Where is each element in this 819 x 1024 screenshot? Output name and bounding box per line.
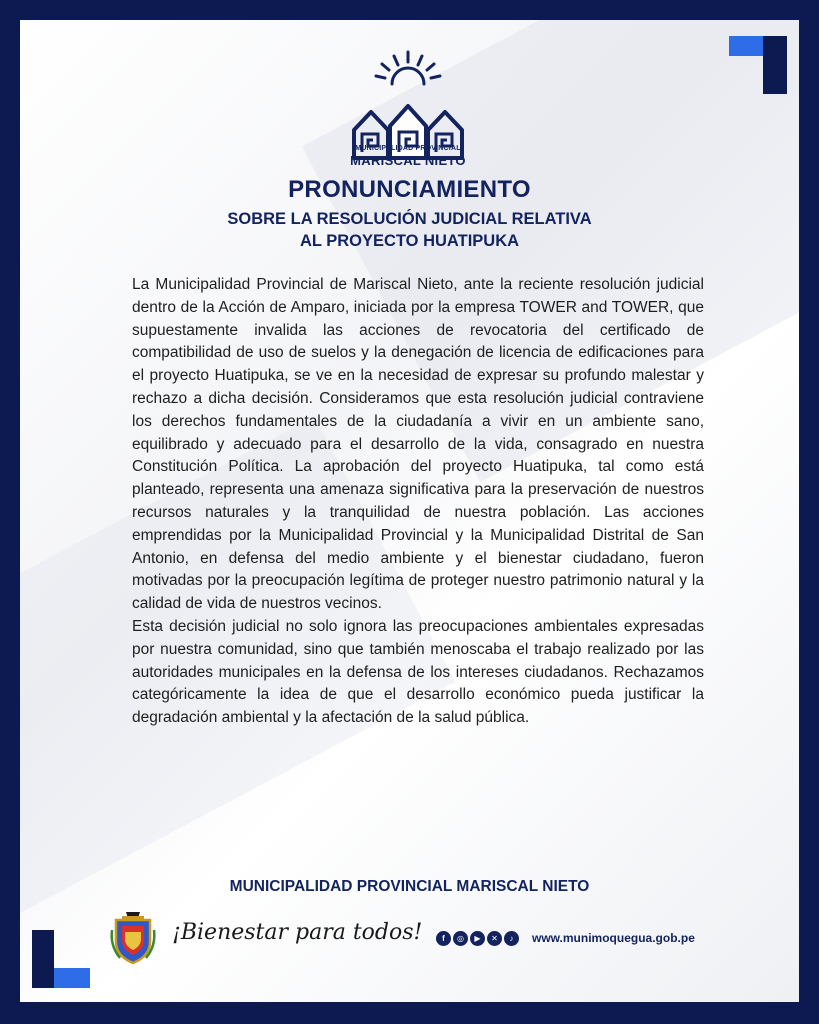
corner-accent-bottom-left-dark <box>32 930 54 988</box>
paragraph: La Municipalidad Provincial de Mariscal Nieto, ante la reciente resolución judicial dentro de la Acción de Amparo, iniciada por la empresa TOWER and TOWER, que supuestamente invalida las acciones de revocatoria del certificado de compatibilidad de uso de suelos y la denegación de licencia de edificaciones para el proyecto Huatipuka, se ve en la necesidad de expresar su profundo malestar y rechazo a dicha decisión. Consideramos que esta resolución judicial contraviene los derechos fundamentales de la ciudadanía a vivir en un ambiente sano, equilibrado y adecuado para el desarrollo de la vida, consagrado en nuestra Constitución Política. La aprobación del proyecto Huatipuka, tal como está planteado, representa una amenaza significativa para la preservación de nuestros recursos naturales y la tranquilidad de nuestra población. Las acciones emprendidas por la Municipalidad Provincial y la Municipalidad Distrital de San Antonio, en defensa del medio ambiente y el bienestar ciudadano, fueron motivadas por la preocupación legítima de proteger nuestro patrimonio natural y la calidad de vida de nuestros vecinos. <box>132 276 704 613</box>
logo-title: MARISCAL NIETO <box>350 153 466 168</box>
instagram-icon[interactable]: ◎ <box>453 931 468 946</box>
social-icons <box>436 931 519 947</box>
corner-accent-top-right <box>729 36 763 56</box>
coat-of-arms-icon <box>108 906 158 966</box>
page-title: PRONUNCIAMIENTO <box>288 176 531 203</box>
website-link[interactable]: www.munimoquegua.gob.pe <box>532 931 695 945</box>
document-page <box>20 20 799 1002</box>
logo-subtitle: MUNICIPALIDAD PROVINCIAL <box>355 145 461 152</box>
subtitle-line: AL PROYECTO HUATIPUKA <box>299 232 520 250</box>
corner-accent-top-right-dark <box>763 36 787 94</box>
facebook-icon[interactable]: f <box>436 931 451 946</box>
paragraph: Esta decisión judicial no solo ignora las preocupaciones ambientales expresadas por nuestra comunidad, sino que también menoscaba el trabajo realizado por las autoridades municipales en la defensa de los intereses ciudadanos. Rechazamos categóricamente la idea de que el desarrollo económico pueda justificar la degradación ambiental y la afectación de la salud pública. <box>132 617 704 727</box>
slogan: ¡Bienestar para todos! <box>172 920 423 945</box>
corner-accent-bottom-left <box>54 968 90 988</box>
tiktok-icon[interactable]: ♪ <box>504 931 519 946</box>
x-icon[interactable]: ✕ <box>487 931 502 946</box>
footer-organization: MUNICIPALIDAD PROVINCIAL MARISCAL NIETO <box>229 878 590 895</box>
statement-body <box>132 274 704 730</box>
subtitle-line: SOBRE LA RESOLUCIÓN JUDICIAL RELATIVA <box>227 210 592 228</box>
youtube-icon[interactable]: ▶ <box>470 931 485 946</box>
page-subtitle <box>20 208 799 252</box>
